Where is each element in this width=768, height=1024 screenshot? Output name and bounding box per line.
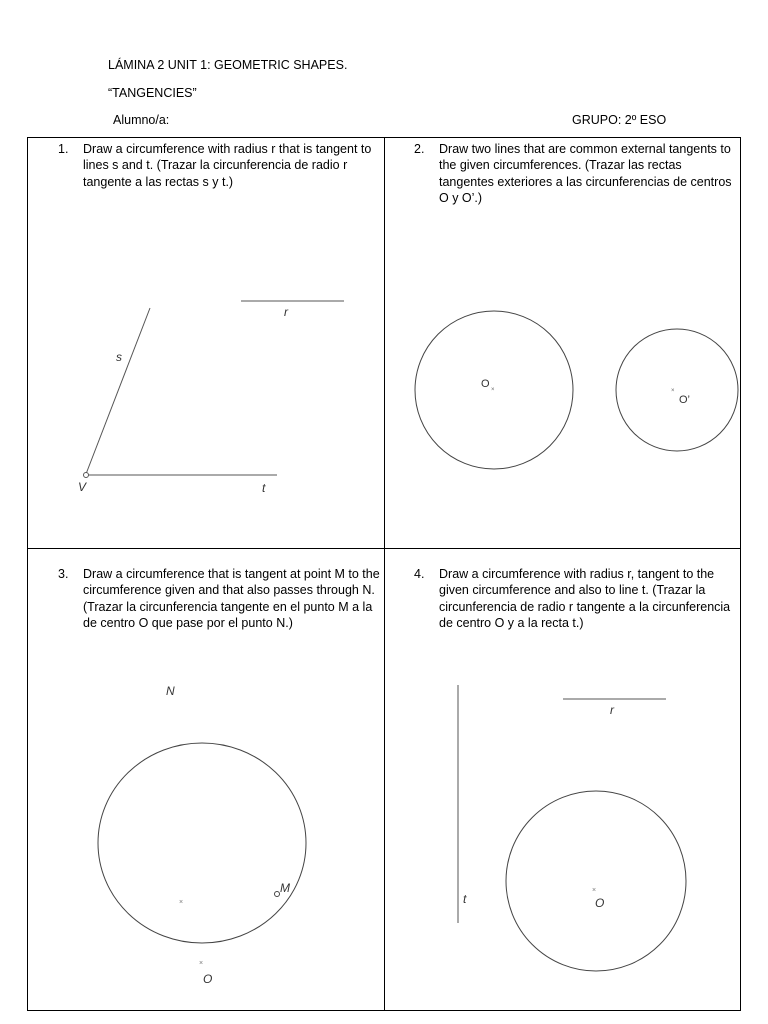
label-o: O <box>203 972 213 986</box>
label-s: s <box>116 350 122 364</box>
label-r: r <box>284 305 288 319</box>
label-o-prime: O’ <box>679 394 690 406</box>
sheet-title: LÁMINA 2 UNIT 1: GEOMETRIC SHAPES. <box>108 58 348 72</box>
exercise-3-text: Draw a circumference that is tangent at point M to the circumference given and that also passes through N. (Trazar la circunferencia tangente en el punto M a la de centro O que pase por el punto N.) <box>83 567 380 630</box>
center-o-mark: × <box>491 387 495 393</box>
point-n-mark: × <box>179 899 184 906</box>
exercise-3-figure <box>28 549 384 1010</box>
exercise-2-figure <box>385 138 740 548</box>
label-o: O <box>595 896 605 910</box>
label-o: O <box>481 378 490 390</box>
exercise-1-figure <box>28 138 384 548</box>
exercise-4-text: Draw a circumference with radius r, tangent to the given circumference and also to line t. (Trazar la circunferencia de radio r tangente a la circunferencia de centro O y a la recta t.) <box>439 567 731 630</box>
exercise-grid <box>27 137 741 1011</box>
exercise-4-cell <box>385 549 740 1010</box>
circle-o <box>506 791 686 971</box>
group-label: GRUPO: 2º ESO <box>572 113 667 127</box>
vertex-point <box>84 473 89 478</box>
exercise-1-text: Draw a circumference with radius r that is tangent to lines s and t. (Trazar la circunferencia de radio r tangente a las rectas s y t.) <box>83 142 372 189</box>
sheet-subtitle: “TANGENCIES” <box>108 86 197 100</box>
exercise-2-text: Draw two lines that are common external tangents to the given circumferences. (Trazar las rectas tangentes exteriores a las circunferencias de centros O y O’.) <box>439 142 732 205</box>
circle-o <box>98 743 306 943</box>
exercise-4-figure <box>385 549 740 1010</box>
label-t: t <box>463 892 467 906</box>
center-o-mark: × <box>592 887 597 894</box>
center-o-mark: × <box>199 960 204 967</box>
exercise-4-number: 4. <box>414 567 425 581</box>
exercise-3-cell <box>28 549 384 1010</box>
point-m <box>275 892 280 897</box>
circle-o-prime <box>616 329 738 451</box>
exercise-3-number: 3. <box>58 567 69 581</box>
label-n: N <box>166 684 175 698</box>
student-name-label: Alumno/a: <box>113 113 170 127</box>
label-v: V <box>78 480 87 494</box>
exercise-1-cell <box>28 138 384 548</box>
line-s <box>86 308 150 474</box>
exercise-2-cell <box>385 138 740 548</box>
label-t: t <box>262 481 266 495</box>
exercise-2-number: 2. <box>414 142 425 156</box>
label-m: M <box>280 881 290 895</box>
center-o-prime-mark: × <box>671 388 675 394</box>
exercise-1-number: 1. <box>58 142 69 156</box>
label-r: r <box>610 703 614 717</box>
